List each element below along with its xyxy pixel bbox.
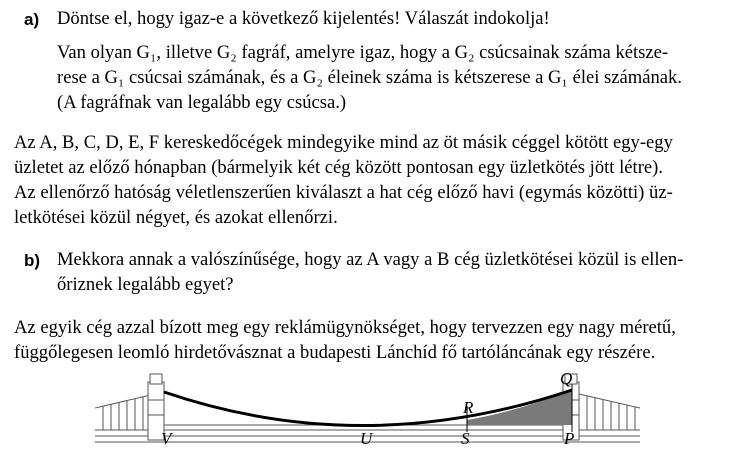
label-u: U — [360, 429, 373, 448]
intro-line-3: Az ellenőrző hatóság véletlenszerűen kiválaszt a hat cég előző havi (egymás közötti) üz- — [14, 182, 673, 203]
label-q: Q — [560, 370, 573, 388]
part-a-label: a) — [24, 10, 40, 29]
label-s: S — [461, 429, 470, 448]
part-a-statement-line-3: (A fagráfnak van legalább egy csúcsa.) — [57, 92, 347, 113]
statement-line-1: Van olyan G₁, illetve G₂ fagráf, amelyre igaz, hogy a G₂ csúcsainak száma kétsze- — [57, 42, 669, 63]
intro-line-4: letkötései közül négyet, és azokat ellenőrzi. — [14, 207, 338, 228]
bridge-line-2: függőlegesen leomló hirdetővásznat a budapesti Lánchíd fő tartóláncának egy részére. — [14, 342, 656, 363]
intro-line-2: üzletet az előző hónapban (bármelyik két cég között pontosan egy üzletkötés jött létre). — [14, 157, 663, 178]
part-b-question-line-1: Mekkora annak a valószínűsége, hogy az A vagy a B cég üzletkötései közül is ellen- — [57, 249, 684, 270]
part-b-label: b) — [24, 251, 41, 270]
chain-bridge-figure — [95, 370, 640, 455]
part-a-question: Döntse el, hogy igaz-e a következő kijelentés! Válaszát indokolja! — [57, 8, 550, 29]
label-v: V — [161, 429, 172, 448]
part-b-question-line-2: őriznek legalább egyet? — [57, 274, 234, 295]
part-a-statement-line-1 — [57, 40, 720, 65]
label-p: P — [564, 429, 575, 448]
bridge-line-1: Az egyik cég azzal bízott meg egy reklámügynökséget, hogy tervezzen egy nagy méretű, — [14, 317, 676, 338]
intro-line-1: Az A, B, C, D, E, F kereskedőcégek mindegyike mind az öt másik céggel kötött egy-egy — [14, 132, 673, 153]
part-a-statement-line-2: rese a G₁ csúcsai számának, és a G₂ éleinek száma is kétszerese a G₁ élei számának. — [57, 67, 683, 88]
label-r: R — [463, 398, 474, 417]
